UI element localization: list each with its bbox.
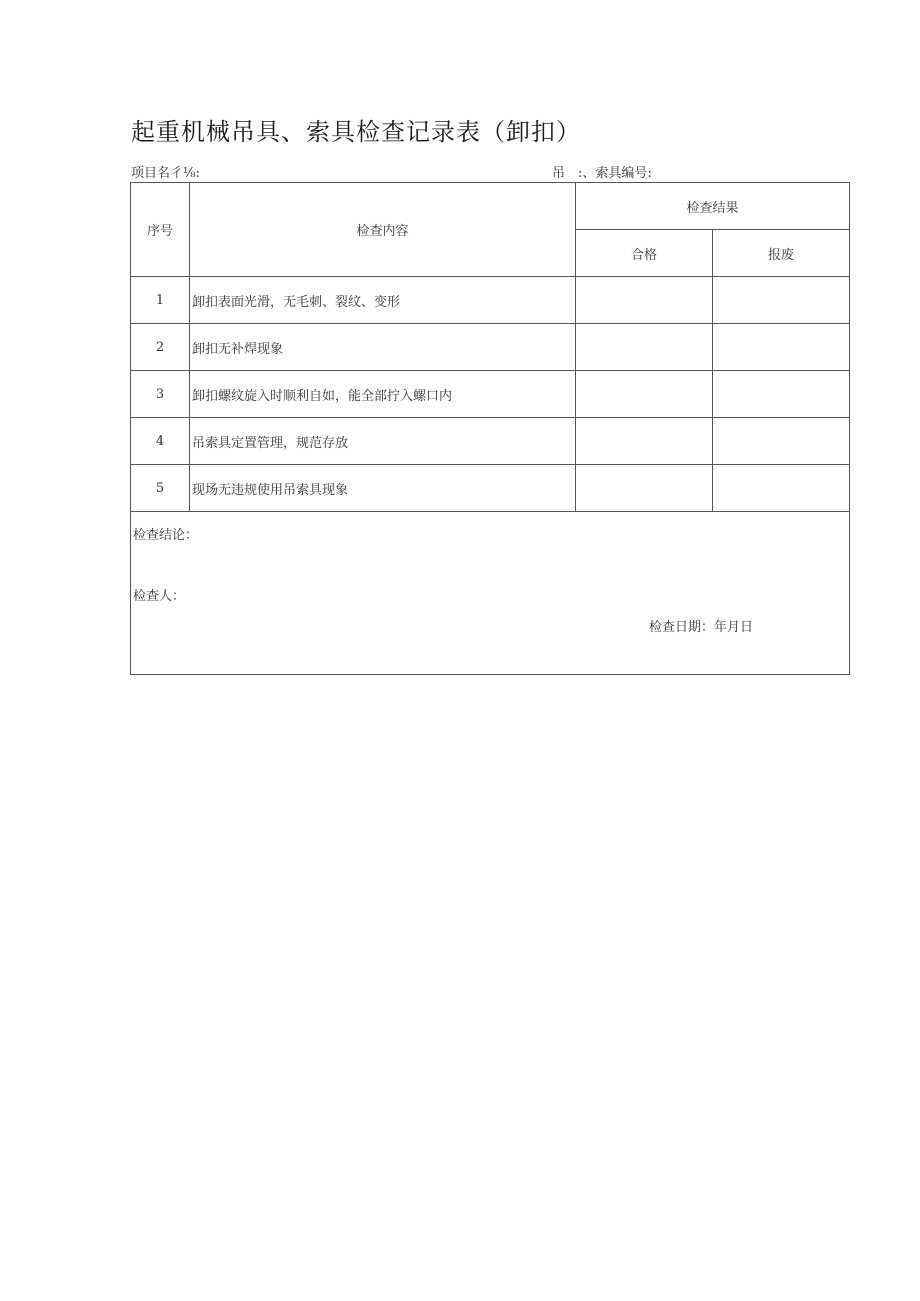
page-title: 起重机械吊具、索具检查记录表（卸扣）: [131, 118, 581, 146]
row-index: 2: [131, 324, 190, 371]
row-content: 卸扣表面光滑，无毛刺、裂纹、变形: [190, 277, 576, 324]
table-row: [131, 371, 850, 418]
header-pass: 合格: [576, 230, 713, 277]
row-content: 吊索具定置管理，规范存放: [190, 418, 576, 465]
row-pass-cell[interactable]: [576, 418, 713, 465]
rigging-number-label: 吊 :、索具编号:: [552, 166, 652, 181]
row-scrap-cell[interactable]: [713, 418, 850, 465]
row-pass-cell[interactable]: [576, 371, 713, 418]
table-row: [131, 324, 850, 371]
row-scrap-cell[interactable]: [713, 371, 850, 418]
project-name-label: 项目名彳⅛:: [131, 166, 200, 181]
row-content: 卸扣无补焊现象: [190, 324, 576, 371]
footer-cell: [131, 512, 850, 675]
header-content: 检查内容: [190, 183, 576, 277]
table-row: [131, 465, 850, 512]
row-pass-cell[interactable]: [576, 324, 713, 371]
table-header-row: [131, 183, 850, 230]
header-index: 序号: [131, 183, 190, 277]
row-index: 3: [131, 371, 190, 418]
row-scrap-cell[interactable]: [713, 324, 850, 371]
row-pass-cell[interactable]: [576, 277, 713, 324]
row-index: 4: [131, 418, 190, 465]
row-content: 卸扣螺纹旋入时顺利自如，能全部拧入螺口内: [190, 371, 576, 418]
row-scrap-cell[interactable]: [713, 277, 850, 324]
row-index: 5: [131, 465, 190, 512]
header-scrap: 报废: [713, 230, 850, 277]
inspection-date-label: 检查日期：年月日: [649, 620, 754, 635]
inspection-table: [130, 182, 850, 675]
table-row: [131, 277, 850, 324]
row-index: 1: [131, 277, 190, 324]
inspector-label: 检查人：: [133, 589, 186, 604]
table-row: [131, 418, 850, 465]
footer-row: [131, 512, 850, 675]
row-content: 现场无违规使用吊索具现象: [190, 465, 576, 512]
header-result-group: 检查结果: [576, 183, 850, 230]
conclusion-label: 检查结论：: [133, 528, 199, 543]
row-scrap-cell[interactable]: [713, 465, 850, 512]
row-pass-cell[interactable]: [576, 465, 713, 512]
